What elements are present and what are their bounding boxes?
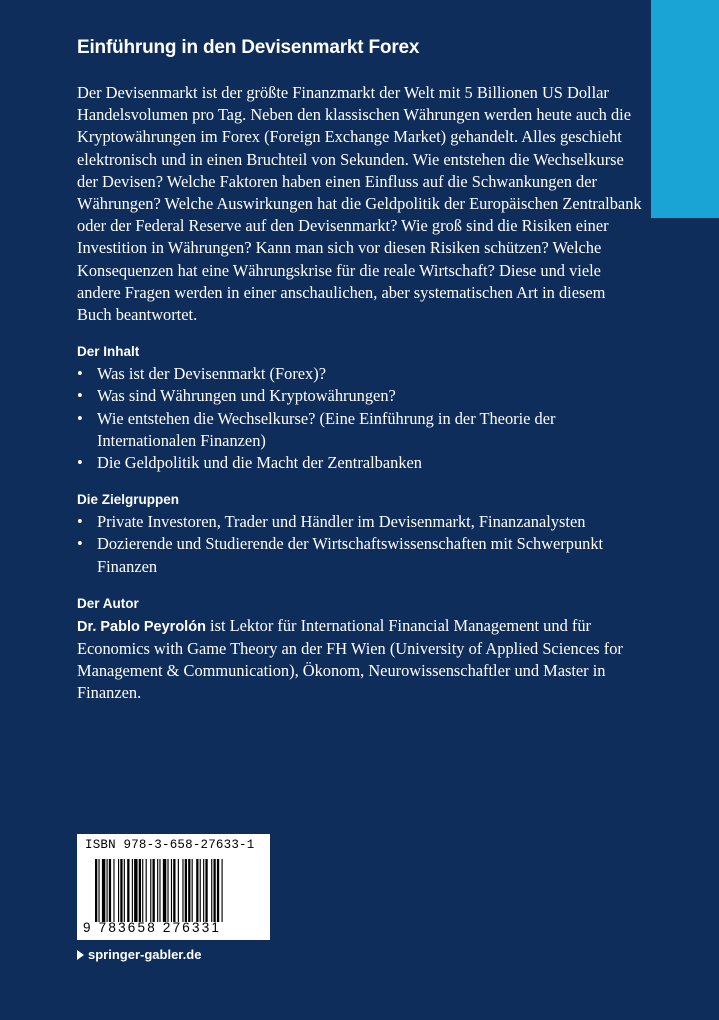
barcode-digits: 9 783658 276331	[83, 920, 222, 935]
list-item: • Wie entstehen die Wechselkurse? (Eine Einführung in der Theorie der Internationalen Finanzen)	[77, 408, 556, 450]
author-bio: ist Lektor für International Financial Management und für Economics with Game Theory an der FH Wien (University of Applied Sciences for Management & Communication), Ökonom, Neurowissenschaftler und Master in Finanzen.	[77, 615, 623, 703]
list-item: • Was sind Währungen und Kryptowährungen?	[77, 385, 643, 407]
contents-heading: Der Inhalt	[77, 344, 140, 360]
list-item: • Dozierende und Studierende der Wirtschaftswissenschaften mit Schwerpunkt Finanzen	[77, 534, 604, 576]
barcode-graphic	[95, 859, 261, 922]
intro-paragraph: Der Devisenmarkt ist der größte Finanzmarkt der Welt mit 5 Billionen US Dollar Handelsvolumen pro Tag. Neben den klassischen Währungen werden heute auch die Kryptowährungen im Forex (Foreign Exchange Market) gehandelt. Alles geschieht elektronisch und in einen Bruchteil von Sekunden. Wie entstehen die Wechselkurse der Devisen? Welche Faktoren haben einen Einfluss auf die Schwankungen der Währungen? Welche Auswirkungen hat die Geldpolitik der Europäischen Zentralbank oder der Federal Reserve auf den Devisenmarkt? Wie groß sind die Risiken einer Investition in Währungen? Kann man sich vor diesen Risiken schützen? Welche Konsequenzen hat eine Währungskrise für die reale Wirtschaft? Diese und viele andere Fragen werden in einer anschaulichen, aber systematischen Art in diesem Buch beantwortet.	[77, 83, 642, 325]
website-label: springer-gabler.de	[88, 947, 202, 962]
author-paragraph	[77, 615, 643, 705]
audience-list	[77, 511, 643, 578]
bullet-icon: •	[77, 534, 83, 554]
author-name: Dr. Pablo Peyrolón	[77, 618, 206, 635]
list-item: • Was ist der Devisenmarkt (Forex)?	[77, 363, 643, 385]
bullet-icon: •	[77, 453, 83, 473]
arrow-right-icon	[77, 950, 84, 960]
contents-list	[77, 363, 643, 474]
accent-bar	[651, 0, 719, 218]
bullet-icon: •	[77, 408, 83, 428]
website-link[interactable]	[77, 947, 201, 962]
back-cover-content	[77, 30, 643, 705]
bullet-icon: •	[77, 386, 83, 406]
bullet-icon: •	[77, 364, 83, 384]
author-heading: Der Autor	[77, 595, 139, 611]
audience-heading: Die Zielgruppen	[77, 492, 180, 508]
book-title: Einführung in den Devisenmarkt Forex	[77, 37, 420, 58]
bullet-icon: •	[77, 512, 83, 532]
list-item: • Die Geldpolitik und die Macht der Zentralbanken	[77, 452, 643, 474]
isbn-barcode-box	[77, 834, 270, 940]
isbn-label: ISBN 978-3-658-27633-1	[85, 838, 255, 852]
list-item: • Private Investoren, Trader und Händler im Devisenmarkt, Finanzanalysten	[77, 511, 643, 533]
